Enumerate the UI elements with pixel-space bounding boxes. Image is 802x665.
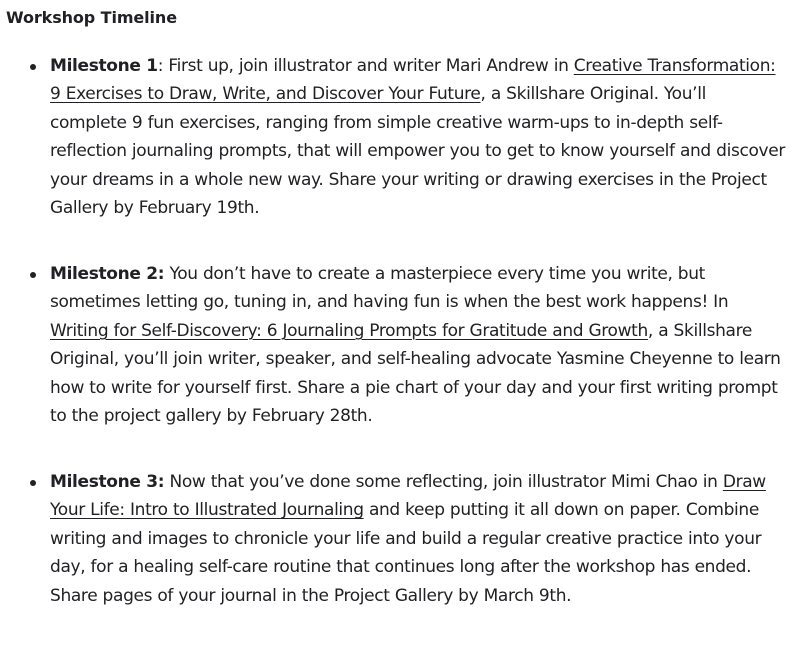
milestone-label-separator: : <box>157 56 164 76</box>
milestone-text-after: , a Skillshare Original. You’ll complete 9 fun exercises, ranging from simple creative warm-ups to in-depth self-reflection journaling prompts, that will empower you to get to know yourself and discover your dreams in a whole new way. Share your writing or drawing exercises in the Project Gallery by February 19th. <box>50 84 785 219</box>
milestone-text-after: and keep putting it all down on paper. Combine writing and images to chronicle your life and build a regular creative practice into your day, for a healing self-care routine that continues long after the workshop has ended. Share pages of your journal in the Project Gallery by March 9th. <box>50 500 762 606</box>
list-item-milestone-1 <box>50 52 785 222</box>
milestone-label: Milestone 2: <box>50 264 165 284</box>
class-link-writing-for-self-discovery[interactable]: Writing for Self-Discovery: 6 Journaling Prompts for Gratitude and Growth <box>50 320 648 341</box>
class-link-draw-your-life[interactable]: Draw Your Life: Intro to Illustrated Journaling <box>50 472 766 521</box>
class-link-creative-transformation[interactable]: Creative Transformation: 9 Exercises to Draw, Write, and Discover Your Future <box>50 56 776 105</box>
section-title: Workshop Timeline <box>6 8 177 27</box>
milestone-text-before: You don’t have to create a masterpiece every time you write, but sometimes letting go, tuning in, and having fun is when the best work happens! In <box>50 264 729 313</box>
list-item-milestone-2 <box>50 260 785 430</box>
bullet-icon <box>30 272 36 278</box>
bullet-icon <box>30 480 36 486</box>
milestone-label: Milestone 1 <box>50 56 158 76</box>
milestone-label: Milestone 3: <box>50 472 165 492</box>
list-item-milestone-3 <box>50 468 785 610</box>
milestone-text-after: , a Skillshare Original, you’ll join writer, speaker, and self-healing advocate Yasmine Cheyenne to learn how to write for yourself first. Share a pie chart of your day and your first writing prompt to the project gallery by February 28th. <box>50 320 781 427</box>
milestone-text-before: Now that you’ve done some reflecting, join illustrator Mimi Chao in <box>164 472 723 492</box>
bullet-icon <box>30 64 36 70</box>
milestone-text-before: First up, join illustrator and writer Mari Andrew in <box>163 56 574 76</box>
